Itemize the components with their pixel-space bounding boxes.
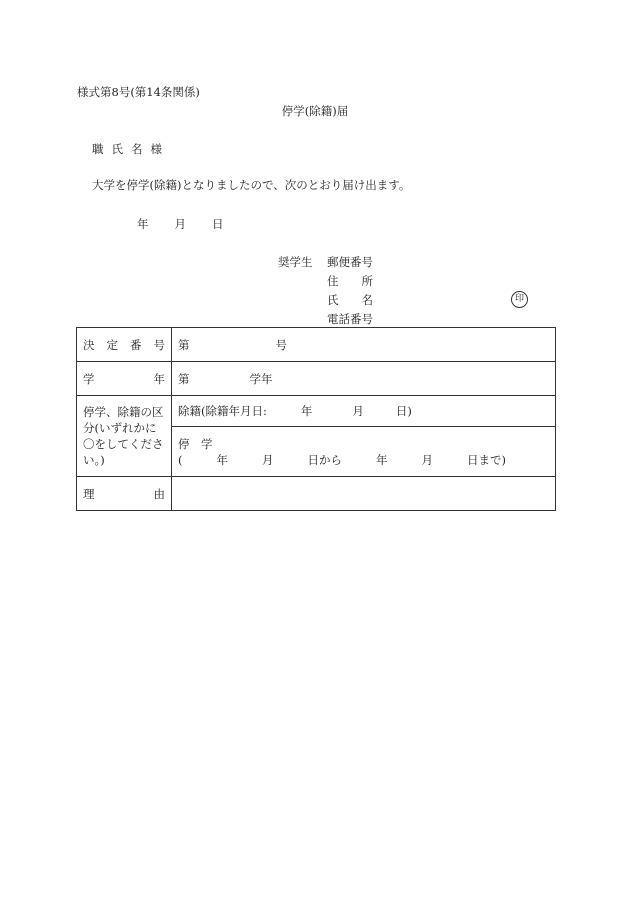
- expulsion-month: 月: [352, 404, 364, 418]
- seal-icon: 印: [511, 291, 528, 308]
- phone-label: 電話番号: [327, 312, 373, 326]
- expulsion-day: 日): [395, 404, 412, 418]
- decision-number-label-text: 決 定 番 号: [83, 337, 165, 352]
- grade-label-text: 学 年: [83, 371, 165, 386]
- date-month: 月: [174, 217, 186, 231]
- suspension-from-month: 月: [262, 452, 274, 467]
- suspension-to-year: 年: [376, 452, 388, 467]
- grade-suffix: 学年: [249, 371, 273, 386]
- grade-field[interactable]: [172, 362, 556, 396]
- table-row-reason: [77, 477, 556, 511]
- suspension-to-day: 日まで): [467, 452, 506, 467]
- applicant-label: 奨学生: [278, 255, 313, 269]
- submission-date: [137, 217, 224, 231]
- reason-field[interactable]: [172, 477, 556, 511]
- suspension-to-month: 月: [421, 452, 433, 467]
- form-table: [76, 327, 556, 511]
- document-title: 停学(除籍)届: [281, 104, 349, 118]
- body-text: 大学を停学(除籍)となりましたので、次のとおり届け出ます。: [92, 178, 411, 192]
- suspension-from-year: 年: [216, 452, 228, 467]
- suspension-period: [178, 452, 549, 468]
- postal-code-label: 郵便番号: [327, 255, 373, 269]
- suspension-text: 停 学: [178, 436, 213, 451]
- grade-prefix: 第: [178, 371, 190, 386]
- expulsion-year: 年: [300, 404, 313, 418]
- decision-number-field[interactable]: [172, 328, 556, 362]
- addressee: 職氏名様: [92, 142, 170, 156]
- table-row-grade: [77, 362, 556, 396]
- table-row-decision-number: [77, 328, 556, 362]
- suspension-from-day: 日から: [307, 452, 342, 467]
- grade-label: [77, 362, 172, 396]
- date-year: 年: [137, 217, 149, 231]
- expulsion-option[interactable]: [172, 396, 556, 427]
- table-row-category-expulsion: [77, 396, 556, 427]
- decision-number-suffix: 号: [275, 337, 287, 352]
- suspension-option[interactable]: [172, 427, 556, 477]
- category-label: 停学、除籍の区分(いずれかに〇をしてください。): [77, 396, 172, 477]
- reason-label-text: 理 由: [83, 486, 165, 501]
- name-label: 氏 名: [327, 293, 373, 307]
- expulsion-text: 除籍(除籍年月日:: [178, 404, 267, 418]
- suspension-open-paren: (: [178, 452, 183, 467]
- decision-number-prefix: 第: [178, 337, 190, 352]
- reason-label: [77, 477, 172, 511]
- address-label: 住 所: [327, 274, 373, 288]
- decision-number-label: [77, 328, 172, 362]
- date-day: 日: [212, 217, 224, 231]
- form-number: 様式第8号(第14条関係): [77, 85, 200, 99]
